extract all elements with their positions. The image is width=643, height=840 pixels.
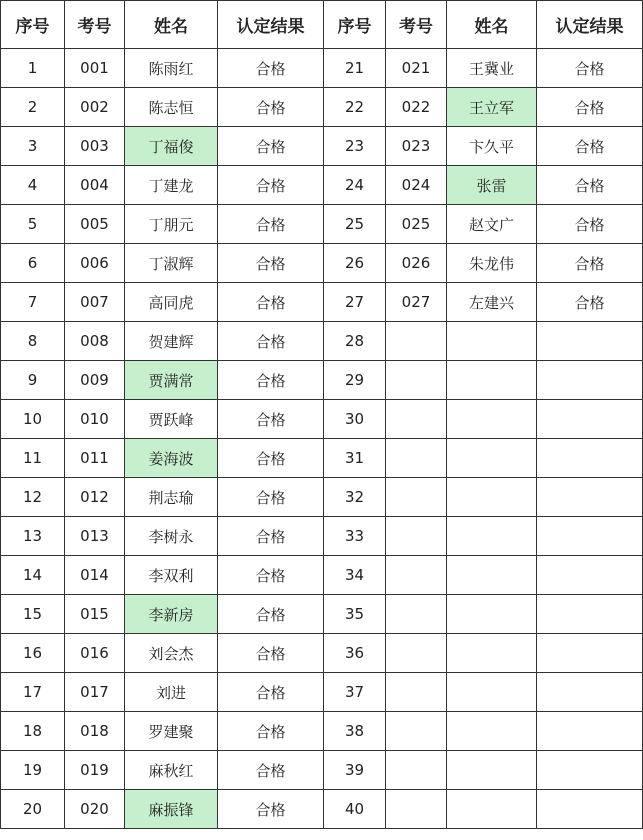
right-result-cell: 合格 bbox=[537, 127, 643, 166]
right-exam-id-cell bbox=[386, 517, 447, 556]
right-exam-id-cell bbox=[386, 751, 447, 790]
right-name-cell bbox=[447, 517, 537, 556]
left-exam-id-cell: 001 bbox=[65, 49, 125, 88]
left-name-cell: 陈志恒 bbox=[125, 88, 218, 127]
right-name-cell: 赵文广 bbox=[447, 205, 537, 244]
right-result-cell bbox=[537, 439, 643, 478]
left-name-cell: 丁朋元 bbox=[125, 205, 218, 244]
table-row bbox=[1, 595, 643, 634]
right-seq-cell: 29 bbox=[324, 361, 386, 400]
table-row bbox=[1, 517, 643, 556]
left-name-cell: 丁建龙 bbox=[125, 166, 218, 205]
table-row bbox=[1, 478, 643, 517]
right-result-cell: 合格 bbox=[537, 244, 643, 283]
left-result-cell: 合格 bbox=[218, 322, 324, 361]
left-seq-cell: 16 bbox=[1, 634, 65, 673]
right-result-cell: 合格 bbox=[537, 205, 643, 244]
right-exam-id-cell bbox=[386, 361, 447, 400]
right-exam-id-cell bbox=[386, 712, 447, 751]
right-name-cell bbox=[447, 595, 537, 634]
right-seq-cell: 36 bbox=[324, 634, 386, 673]
right-name-cell: 王立军 bbox=[447, 88, 537, 127]
left-seq-cell: 4 bbox=[1, 166, 65, 205]
right-exam-id-cell: 027 bbox=[386, 283, 447, 322]
left-name-cell: 麻秋红 bbox=[125, 751, 218, 790]
right-seq-cell: 25 bbox=[324, 205, 386, 244]
left-seq-cell: 8 bbox=[1, 322, 65, 361]
right-name-cell bbox=[447, 556, 537, 595]
right-exam-id-cell bbox=[386, 790, 447, 829]
right-name-cell: 卞久平 bbox=[447, 127, 537, 166]
right-seq-cell: 24 bbox=[324, 166, 386, 205]
left-result-cell: 合格 bbox=[218, 517, 324, 556]
right-exam-id-cell bbox=[386, 439, 447, 478]
right-seq-cell: 31 bbox=[324, 439, 386, 478]
header-exam-id: 考号 bbox=[386, 1, 447, 49]
right-result-cell bbox=[537, 790, 643, 829]
right-result-cell bbox=[537, 556, 643, 595]
right-exam-id-cell bbox=[386, 556, 447, 595]
left-seq-cell: 18 bbox=[1, 712, 65, 751]
left-exam-id-cell: 014 bbox=[65, 556, 125, 595]
left-name-cell: 贺建辉 bbox=[125, 322, 218, 361]
left-exam-id-cell: 002 bbox=[65, 88, 125, 127]
left-seq-cell: 20 bbox=[1, 790, 65, 829]
left-result-cell: 合格 bbox=[218, 478, 324, 517]
right-seq-cell: 30 bbox=[324, 400, 386, 439]
right-exam-id-cell bbox=[386, 673, 447, 712]
left-name-cell: 麻振锋 bbox=[125, 790, 218, 829]
right-seq-cell: 37 bbox=[324, 673, 386, 712]
right-exam-id-cell bbox=[386, 634, 447, 673]
right-exam-id-cell bbox=[386, 595, 447, 634]
left-result-cell: 合格 bbox=[218, 673, 324, 712]
right-name-cell: 王冀业 bbox=[447, 49, 537, 88]
table-row bbox=[1, 712, 643, 751]
right-seq-cell: 33 bbox=[324, 517, 386, 556]
left-seq-cell: 13 bbox=[1, 517, 65, 556]
left-exam-id-cell: 008 bbox=[65, 322, 125, 361]
left-exam-id-cell: 007 bbox=[65, 283, 125, 322]
left-result-cell: 合格 bbox=[218, 400, 324, 439]
left-result-cell: 合格 bbox=[218, 166, 324, 205]
right-seq-cell: 32 bbox=[324, 478, 386, 517]
right-result-cell bbox=[537, 712, 643, 751]
right-result-cell: 合格 bbox=[537, 166, 643, 205]
right-result-cell: 合格 bbox=[537, 88, 643, 127]
right-result-cell bbox=[537, 673, 643, 712]
left-seq-cell: 14 bbox=[1, 556, 65, 595]
right-name-cell bbox=[447, 439, 537, 478]
left-result-cell: 合格 bbox=[218, 283, 324, 322]
table-row bbox=[1, 283, 643, 322]
right-seq-cell: 22 bbox=[324, 88, 386, 127]
left-name-cell: 李新房 bbox=[125, 595, 218, 634]
right-result-cell bbox=[537, 751, 643, 790]
left-exam-id-cell: 018 bbox=[65, 712, 125, 751]
left-result-cell: 合格 bbox=[218, 556, 324, 595]
right-exam-id-cell: 024 bbox=[386, 166, 447, 205]
right-seq-cell: 21 bbox=[324, 49, 386, 88]
left-seq-cell: 7 bbox=[1, 283, 65, 322]
right-seq-cell: 34 bbox=[324, 556, 386, 595]
table-row bbox=[1, 49, 643, 88]
left-name-cell: 陈雨红 bbox=[125, 49, 218, 88]
header-seq: 序号 bbox=[1, 1, 65, 49]
right-exam-id-cell: 021 bbox=[386, 49, 447, 88]
left-result-cell: 合格 bbox=[218, 790, 324, 829]
left-seq-cell: 17 bbox=[1, 673, 65, 712]
left-name-cell: 高同虎 bbox=[125, 283, 218, 322]
right-seq-cell: 23 bbox=[324, 127, 386, 166]
right-name-cell bbox=[447, 673, 537, 712]
right-result-cell bbox=[537, 400, 643, 439]
left-exam-id-cell: 004 bbox=[65, 166, 125, 205]
left-exam-id-cell: 012 bbox=[65, 478, 125, 517]
right-result-cell: 合格 bbox=[537, 49, 643, 88]
left-name-cell: 姜海波 bbox=[125, 439, 218, 478]
left-name-cell: 罗建聚 bbox=[125, 712, 218, 751]
table-row bbox=[1, 88, 643, 127]
right-result-cell bbox=[537, 322, 643, 361]
left-result-cell: 合格 bbox=[218, 244, 324, 283]
left-name-cell: 丁福俊 bbox=[125, 127, 218, 166]
right-exam-id-cell: 026 bbox=[386, 244, 447, 283]
table-row bbox=[1, 790, 643, 829]
right-result-cell bbox=[537, 361, 643, 400]
right-exam-id-cell bbox=[386, 400, 447, 439]
header-exam-id: 考号 bbox=[65, 1, 125, 49]
left-seq-cell: 12 bbox=[1, 478, 65, 517]
right-name-cell bbox=[447, 400, 537, 439]
right-name-cell: 张雷 bbox=[447, 166, 537, 205]
left-seq-cell: 6 bbox=[1, 244, 65, 283]
left-seq-cell: 5 bbox=[1, 205, 65, 244]
right-name-cell: 朱龙伟 bbox=[447, 244, 537, 283]
left-seq-cell: 11 bbox=[1, 439, 65, 478]
right-name-cell bbox=[447, 322, 537, 361]
header-name: 姓名 bbox=[447, 1, 537, 49]
left-exam-id-cell: 020 bbox=[65, 790, 125, 829]
table-row bbox=[1, 166, 643, 205]
header-seq: 序号 bbox=[324, 1, 386, 49]
right-name-cell bbox=[447, 790, 537, 829]
left-name-cell: 丁淑辉 bbox=[125, 244, 218, 283]
right-seq-cell: 28 bbox=[324, 322, 386, 361]
right-seq-cell: 39 bbox=[324, 751, 386, 790]
right-seq-cell: 38 bbox=[324, 712, 386, 751]
right-seq-cell: 35 bbox=[324, 595, 386, 634]
table-row bbox=[1, 205, 643, 244]
left-result-cell: 合格 bbox=[218, 595, 324, 634]
left-exam-id-cell: 006 bbox=[65, 244, 125, 283]
table-row bbox=[1, 556, 643, 595]
left-result-cell: 合格 bbox=[218, 49, 324, 88]
left-result-cell: 合格 bbox=[218, 634, 324, 673]
right-name-cell bbox=[447, 751, 537, 790]
left-exam-id-cell: 010 bbox=[65, 400, 125, 439]
left-name-cell: 贾跃峰 bbox=[125, 400, 218, 439]
left-result-cell: 合格 bbox=[218, 751, 324, 790]
right-exam-id-cell: 023 bbox=[386, 127, 447, 166]
left-result-cell: 合格 bbox=[218, 712, 324, 751]
right-result-cell bbox=[537, 517, 643, 556]
left-exam-id-cell: 009 bbox=[65, 361, 125, 400]
right-name-cell bbox=[447, 712, 537, 751]
table-row bbox=[1, 400, 643, 439]
right-result-cell bbox=[537, 478, 643, 517]
table-row bbox=[1, 439, 643, 478]
right-seq-cell: 27 bbox=[324, 283, 386, 322]
left-name-cell: 李树永 bbox=[125, 517, 218, 556]
left-name-cell: 贾满常 bbox=[125, 361, 218, 400]
left-result-cell: 合格 bbox=[218, 205, 324, 244]
table-row bbox=[1, 361, 643, 400]
left-name-cell: 刘进 bbox=[125, 673, 218, 712]
left-result-cell: 合格 bbox=[218, 127, 324, 166]
right-exam-id-cell: 022 bbox=[386, 88, 447, 127]
right-exam-id-cell bbox=[386, 322, 447, 361]
left-exam-id-cell: 015 bbox=[65, 595, 125, 634]
left-exam-id-cell: 016 bbox=[65, 634, 125, 673]
left-seq-cell: 2 bbox=[1, 88, 65, 127]
left-exam-id-cell: 011 bbox=[65, 439, 125, 478]
left-name-cell: 荆志瑜 bbox=[125, 478, 218, 517]
left-seq-cell: 9 bbox=[1, 361, 65, 400]
table-row bbox=[1, 634, 643, 673]
left-exam-id-cell: 005 bbox=[65, 205, 125, 244]
left-seq-cell: 1 bbox=[1, 49, 65, 88]
left-exam-id-cell: 013 bbox=[65, 517, 125, 556]
left-result-cell: 合格 bbox=[218, 88, 324, 127]
table-row bbox=[1, 673, 643, 712]
right-result-cell: 合格 bbox=[537, 283, 643, 322]
left-name-cell: 刘会杰 bbox=[125, 634, 218, 673]
right-seq-cell: 26 bbox=[324, 244, 386, 283]
left-exam-id-cell: 019 bbox=[65, 751, 125, 790]
left-exam-id-cell: 003 bbox=[65, 127, 125, 166]
right-seq-cell: 40 bbox=[324, 790, 386, 829]
right-result-cell bbox=[537, 634, 643, 673]
header-result: 认定结果 bbox=[537, 1, 643, 49]
table-row bbox=[1, 127, 643, 166]
right-name-cell: 左建兴 bbox=[447, 283, 537, 322]
header-row bbox=[1, 1, 643, 49]
left-seq-cell: 10 bbox=[1, 400, 65, 439]
right-name-cell bbox=[447, 478, 537, 517]
right-exam-id-cell bbox=[386, 478, 447, 517]
right-name-cell bbox=[447, 634, 537, 673]
header-name: 姓名 bbox=[125, 1, 218, 49]
left-seq-cell: 19 bbox=[1, 751, 65, 790]
left-name-cell: 李双利 bbox=[125, 556, 218, 595]
table-row bbox=[1, 322, 643, 361]
left-exam-id-cell: 017 bbox=[65, 673, 125, 712]
table-row bbox=[1, 751, 643, 790]
left-seq-cell: 3 bbox=[1, 127, 65, 166]
left-result-cell: 合格 bbox=[218, 439, 324, 478]
table-row bbox=[1, 244, 643, 283]
left-seq-cell: 15 bbox=[1, 595, 65, 634]
right-result-cell bbox=[537, 595, 643, 634]
header-result: 认定结果 bbox=[218, 1, 324, 49]
right-name-cell bbox=[447, 361, 537, 400]
right-exam-id-cell: 025 bbox=[386, 205, 447, 244]
left-result-cell: 合格 bbox=[218, 361, 324, 400]
